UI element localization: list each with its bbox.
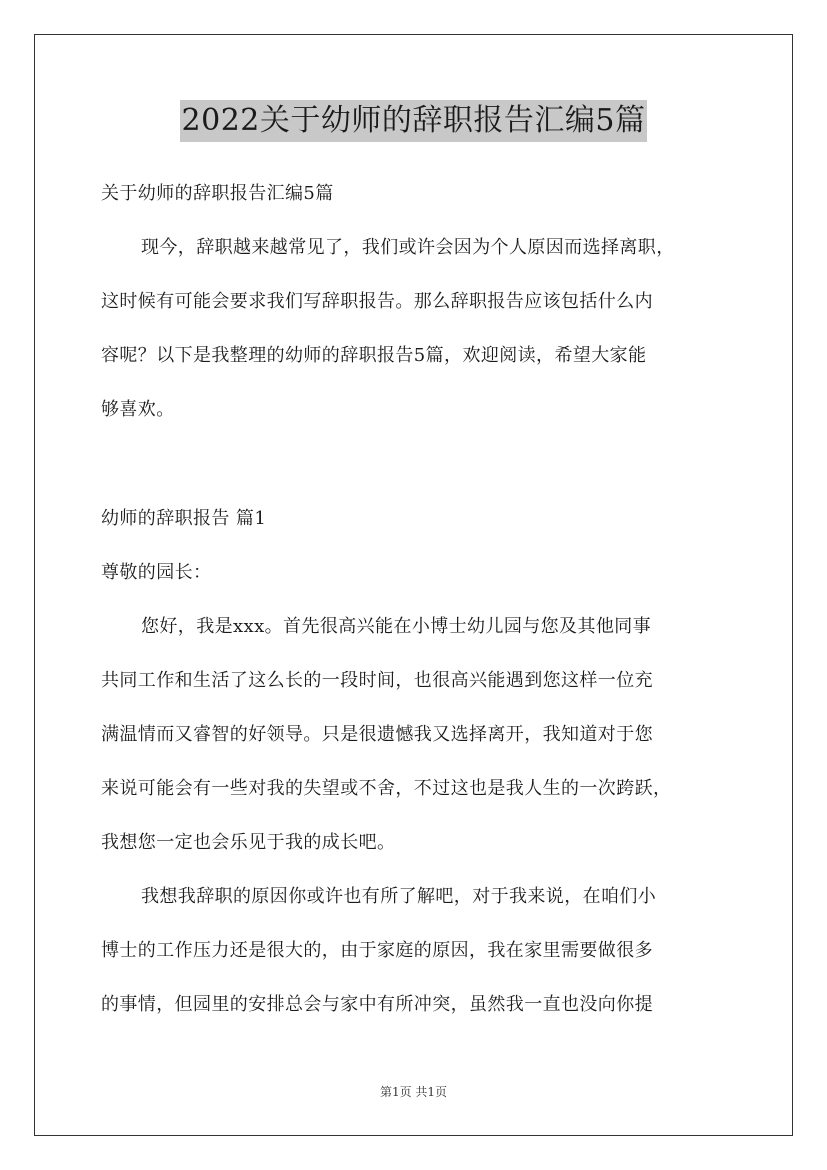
intro-line: 现今，辞职越来越常见了，我们或许会因为个人原因而选择离职，: [141, 237, 675, 258]
page-footer: 第1页 共1页: [379, 1085, 448, 1099]
paragraph-line: 满温情而又睿智的好领导。只是很遗憾我又选择离开，我知道对于您: [101, 724, 653, 745]
paragraph-line: 来说可能会有一些对我的失望或不舍，不过这也是我人生的一次跨跃，: [101, 778, 672, 799]
section-heading: 幼师的辞职报告 篇1: [101, 508, 267, 529]
paragraph-line: 我想我辞职的原因你或许也有所了解吧，对于我来说，在咱们小: [141, 886, 657, 907]
paragraph-line: 共同工作和生活了这么长的一段时间，也很高兴能遇到您这样一位充: [101, 670, 653, 691]
document-title: 2022关于幼师的辞职报告汇编5篇: [180, 100, 648, 142]
intro-line: 容呢？以下是我整理的幼师的辞职报告5篇，欢迎阅读，希望大家能: [101, 345, 647, 366]
paragraph-line: 您好，我是xxx。首先很高兴能在小博士幼儿园与您及其他同事: [141, 616, 652, 637]
paragraph-line: 博士的工作压力还是很大的，由于家庭的原因，我在家里需要做很多: [101, 940, 653, 961]
document-subtitle: 关于幼师的辞职报告汇编5篇: [101, 183, 334, 204]
paragraph-line: 我想您一定也会乐见于我的成长吧。: [101, 832, 396, 853]
title-container: [0, 100, 827, 142]
salutation: 尊敬的园长：: [101, 562, 212, 583]
intro-line: 这时候有可能会要求我们写辞职报告。那么辞职报告应该包括什么内: [101, 291, 653, 312]
intro-line: 够喜欢。: [101, 399, 175, 420]
paragraph-line: 的事情，但园里的安排总会与家中有所冲突，虽然我一直也没向你提: [101, 994, 653, 1015]
